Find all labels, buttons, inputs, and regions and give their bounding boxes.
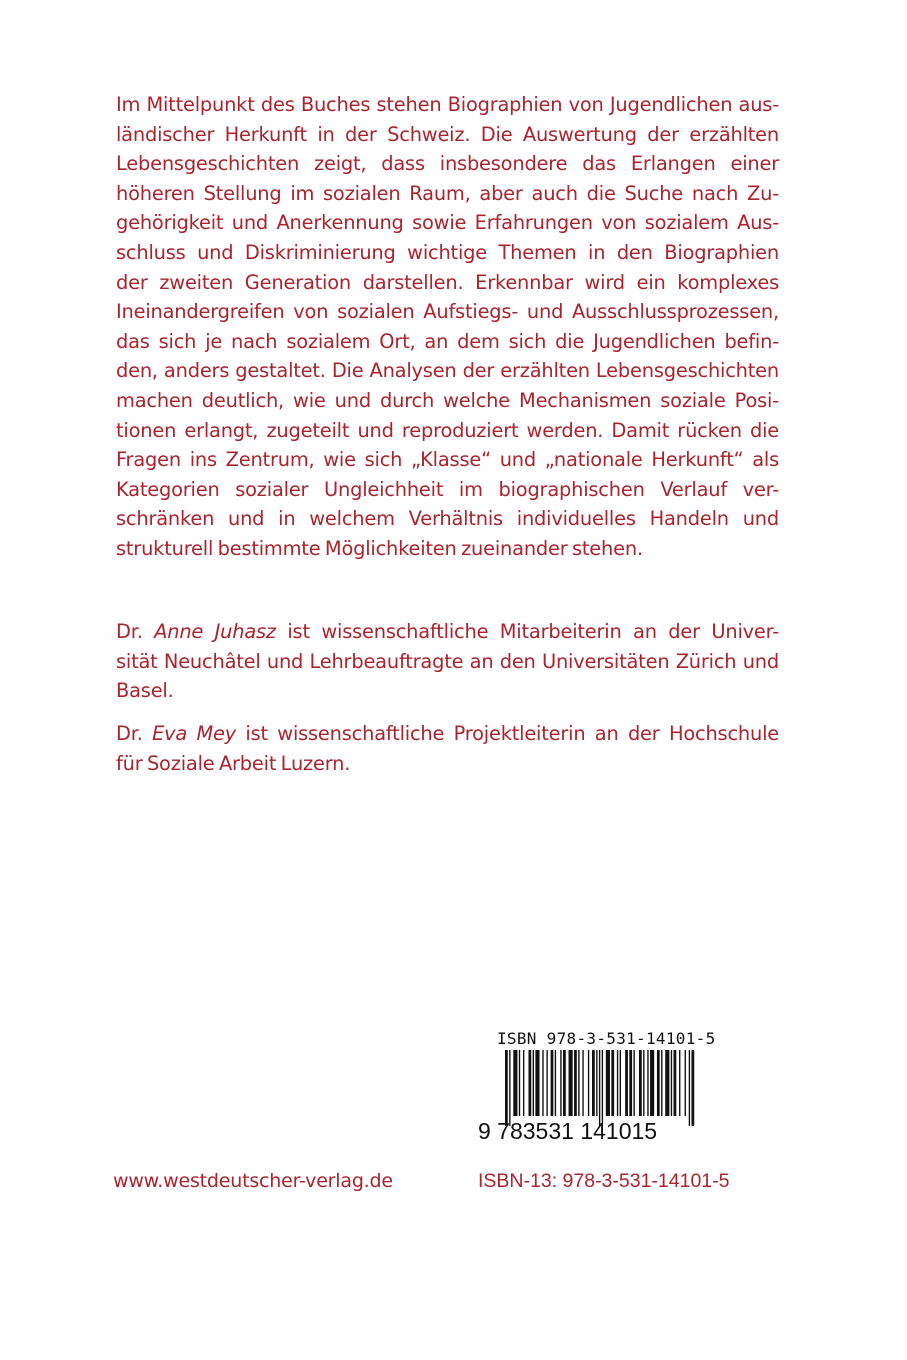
barcode-bar <box>523 1050 524 1116</box>
barcode-bar <box>602 1050 603 1126</box>
barcode-isbn-label: ISBN 978-3-531-14101-5 <box>497 1029 716 1048</box>
barcode-bar <box>689 1050 690 1126</box>
blurb-line: machen deutlich, wie und durch welche Mechanismen soziale Posi- <box>116 388 779 412</box>
author-bio-juhasz <box>116 617 779 706</box>
barcode-bar <box>679 1050 680 1116</box>
bio-line <box>116 719 779 749</box>
barcode-bar <box>665 1050 669 1116</box>
bio-line: für Soziale Arbeit Luzern. <box>116 751 351 775</box>
barcode-bar <box>599 1050 600 1126</box>
blurb-line: der zweiten Generation darstellen. Erkennbar wird ein komplexes <box>116 270 779 294</box>
barcode-bar <box>574 1050 577 1116</box>
bio-line: sität Neuchâtel und Lehrbeauftragte an den Universitäten Zürich und <box>116 649 779 673</box>
barcode-bar <box>596 1050 597 1116</box>
author-name: Eva Mey <box>152 722 237 745</box>
blurb-line: höheren Stellung im sozialen Raum, aber auch die Suche nach Zu- <box>116 181 779 205</box>
publisher-website: www.westdeutscher-verlag.de <box>113 1170 393 1192</box>
isbn-barcode <box>505 1050 697 1126</box>
barcode-bar <box>505 1050 508 1126</box>
barcode-bar <box>551 1050 554 1116</box>
barcode-bar <box>588 1050 589 1116</box>
blurb-line: das sich je nach sozialem Ort, an dem sich die Jugendlichen befin- <box>116 329 779 353</box>
barcode-bar <box>617 1050 618 1116</box>
barcode-bar <box>563 1050 566 1116</box>
blurb-text <box>116 90 779 564</box>
barcode-bar <box>578 1050 579 1116</box>
isbn13-text: ISBN-13: 978-3-531-14101-5 <box>478 1170 730 1192</box>
blurb-line: tionen erlangt, zugeteilt und reproduziert werden. Damit rücken die <box>116 418 779 442</box>
barcode-bar <box>685 1050 686 1116</box>
barcode-bar <box>513 1050 517 1116</box>
barcode-bar <box>546 1050 547 1116</box>
barcode-bar <box>661 1050 662 1116</box>
barcode-bar <box>592 1050 595 1116</box>
barcode-bar <box>555 1050 556 1116</box>
blurb-line: Kategorien sozialer Ungleichheit im biographischen Verlauf ver- <box>116 477 779 501</box>
barcode-bar <box>629 1050 632 1116</box>
author-name: Anne Juhasz <box>154 620 276 643</box>
blurb-line: Fragen ins Zentrum, wie sich „Klasse“ und „nationale Herkunft“ als <box>116 448 779 472</box>
barcode-bar <box>509 1050 510 1126</box>
blurb-line: schränken und in welchem Verhältnis individuelles Handeln und <box>116 507 779 531</box>
barcode-bar <box>633 1050 634 1116</box>
blurb-line: Ineinandergreifen von sozialen Aufstiegs- und Ausschlussprozessen, <box>116 300 779 324</box>
blurb-line: Lebensgeschichten zeigt, dass insbesondere das Erlangen einer <box>116 152 779 176</box>
barcode-bar <box>674 1050 677 1116</box>
title-prefix: Dr. <box>116 722 143 745</box>
barcode-bar <box>528 1050 531 1116</box>
blurb-line: schluss und Diskriminierung wichtige Themen in den Biographien <box>116 240 779 264</box>
barcode-bar <box>611 1050 614 1116</box>
blurb-line: ländischer Herkunft in der Schweiz. Die Auswertung der erzählten <box>116 122 779 146</box>
bio-line <box>116 617 779 647</box>
barcode-bar <box>542 1050 543 1116</box>
barcode-bar <box>620 1050 621 1116</box>
blurb-line: Im Mittelpunkt des Buches stehen Biographien von Jugendlichen aus- <box>116 93 779 116</box>
barcode-bar <box>519 1050 520 1116</box>
blurb-line: den, anders gestaltet. Die Analysen der erzählten Lebensgeschichten <box>116 359 779 383</box>
barcode-bar <box>639 1050 642 1116</box>
bio-text: ist wissenschaftliche Mitarbeiterin an der Univer- <box>287 620 779 643</box>
barcode-bar <box>650 1050 654 1116</box>
barcode-bar <box>582 1050 583 1116</box>
barcode-bar <box>647 1050 648 1116</box>
bio-line: Basel. <box>116 679 174 703</box>
barcode-bar <box>535 1050 539 1116</box>
barcode-bar <box>606 1050 610 1116</box>
barcode-bar <box>671 1050 672 1116</box>
author-bio-mey <box>116 719 779 778</box>
bio-text: ist wissenschaftliche Projektleiterin an der Hochschule <box>245 722 780 745</box>
barcode-bar <box>569 1050 573 1116</box>
title-prefix: Dr. <box>116 620 143 643</box>
barcode-bar <box>625 1050 628 1116</box>
barcode-digits: 9 783531 141015 <box>478 1118 658 1144</box>
barcode-bar <box>533 1050 534 1116</box>
barcode-bar <box>691 1050 694 1126</box>
barcode-bar <box>657 1050 660 1116</box>
barcode-bar <box>560 1050 561 1116</box>
barcode-bar <box>643 1050 644 1116</box>
blurb-line: strukturell bestimmte Möglichkeiten zueinander stehen. <box>116 536 643 560</box>
blurb-line: gehörigkeit und Anerkennung sowie Erfahrungen von sozialem Aus- <box>116 211 779 235</box>
